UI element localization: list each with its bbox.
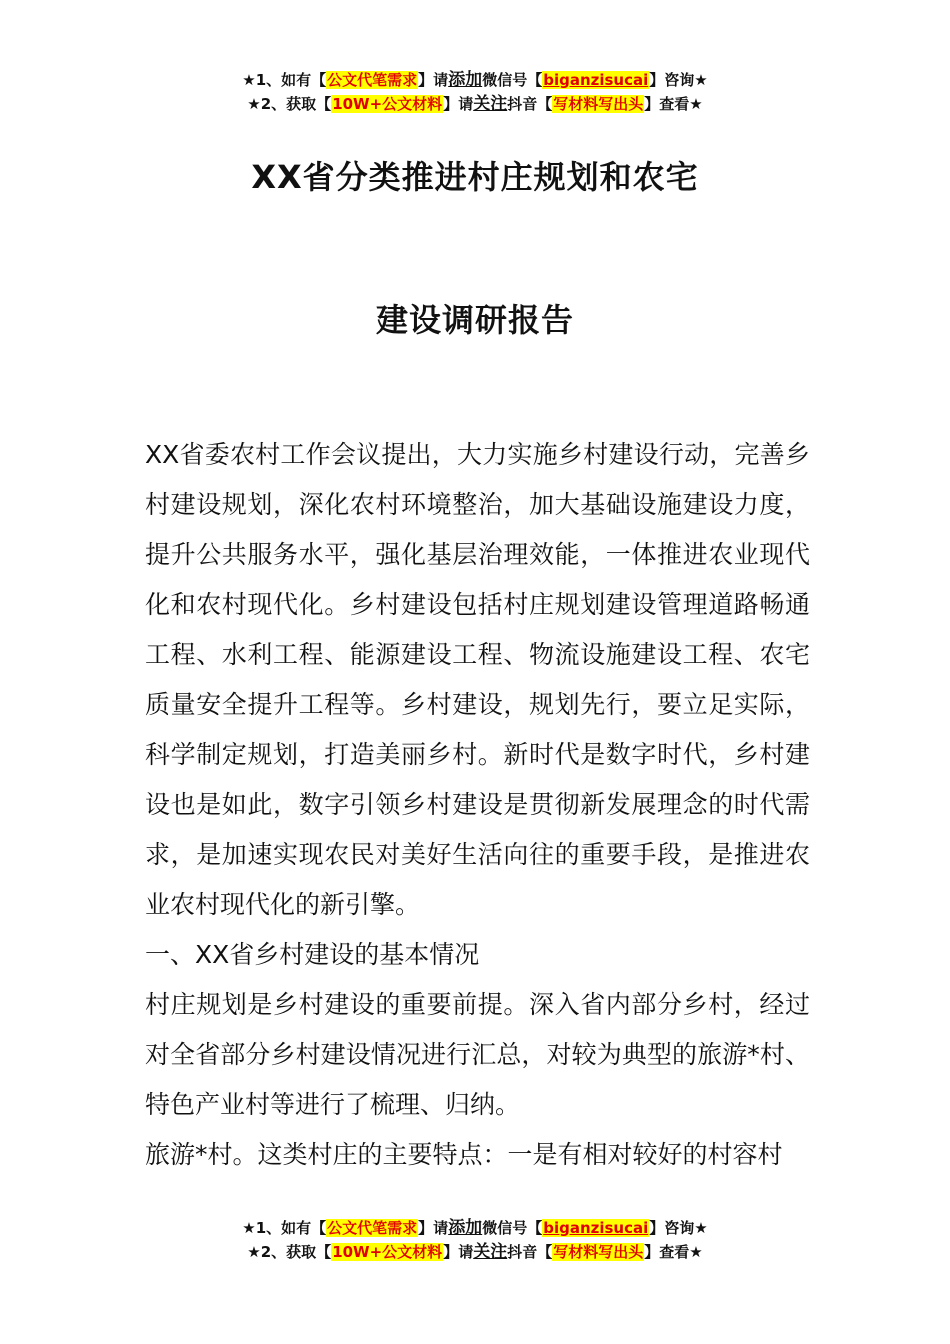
highlight-wechat: biganzisucai <box>543 1219 649 1237</box>
banner-line-1: ★1、如有【公文代笔需求】请添加微信号【biganzisucai】咨询★ <box>242 1218 708 1238</box>
paragraph-intro: XX省委农村工作会议提出，大力实施乡村建设行动，完善乡村建设规划，深化农村环境整治，加大基础设施建设力度，提升公共服务水平，强化基层治理效能，一体推进农业现代化和农村现代化。乡村建设包括村庄规划建设管理道路畅通工程、水利工程、能源建设工程、物流设施建设工程、农宅质量安全提升工程等。乡村建设，规划先行，要立足实际，科学制定规划，打造美丽乡村。新时代是数字时代，乡村建设也是如此，数字引领乡村建设是贯彻新发展理念的时代需求，是加速实现农民对美好生活向往的重要手段，是推进农业农村现代化的新引擎。 <box>145 440 810 919</box>
page-title-line-1: XX省分类推进村庄规划和农宅 <box>251 158 699 196</box>
banner-line-2: ★2、获取【10W+公文材料】请关注抖音【写材料写出头】查看★ <box>247 94 703 114</box>
header-banner <box>0 68 950 116</box>
highlight-service: 公文代笔需求 <box>327 1219 418 1237</box>
document-body <box>145 430 810 1180</box>
section-heading: 一、XX省乡村建设的基本情况 <box>145 940 480 969</box>
highlight-wechat: biganzisucai <box>543 71 649 89</box>
footer-banner <box>0 1216 950 1264</box>
highlight-douyin: 写材料写出头 <box>553 95 644 113</box>
highlight-service: 公文代笔需求 <box>327 71 418 89</box>
highlight-materials: 10W+公文材料 <box>332 95 443 113</box>
highlight-douyin: 写材料写出头 <box>553 1243 644 1261</box>
highlight-materials: 10W+公文材料 <box>332 1243 443 1261</box>
banner-line-2: ★2、获取【10W+公文材料】请关注抖音【写材料写出头】查看★ <box>247 1242 703 1262</box>
page-title-line-2: 建设调研报告 <box>375 301 574 339</box>
paragraph-tourism: 旅游*村。这类村庄的主要特点：一是有相对较好的村容村 <box>145 1140 783 1169</box>
banner-line-1: ★1、如有【公文代笔需求】请添加微信号【biganzisucai】咨询★ <box>242 70 708 90</box>
paragraph-planning: 村庄规划是乡村建设的重要前提。深入省内部分乡村，经过对全省部分乡村建设情况进行汇总，对较为典型的旅游*村、特色产业村等进行了梳理、归纳。 <box>145 990 810 1119</box>
